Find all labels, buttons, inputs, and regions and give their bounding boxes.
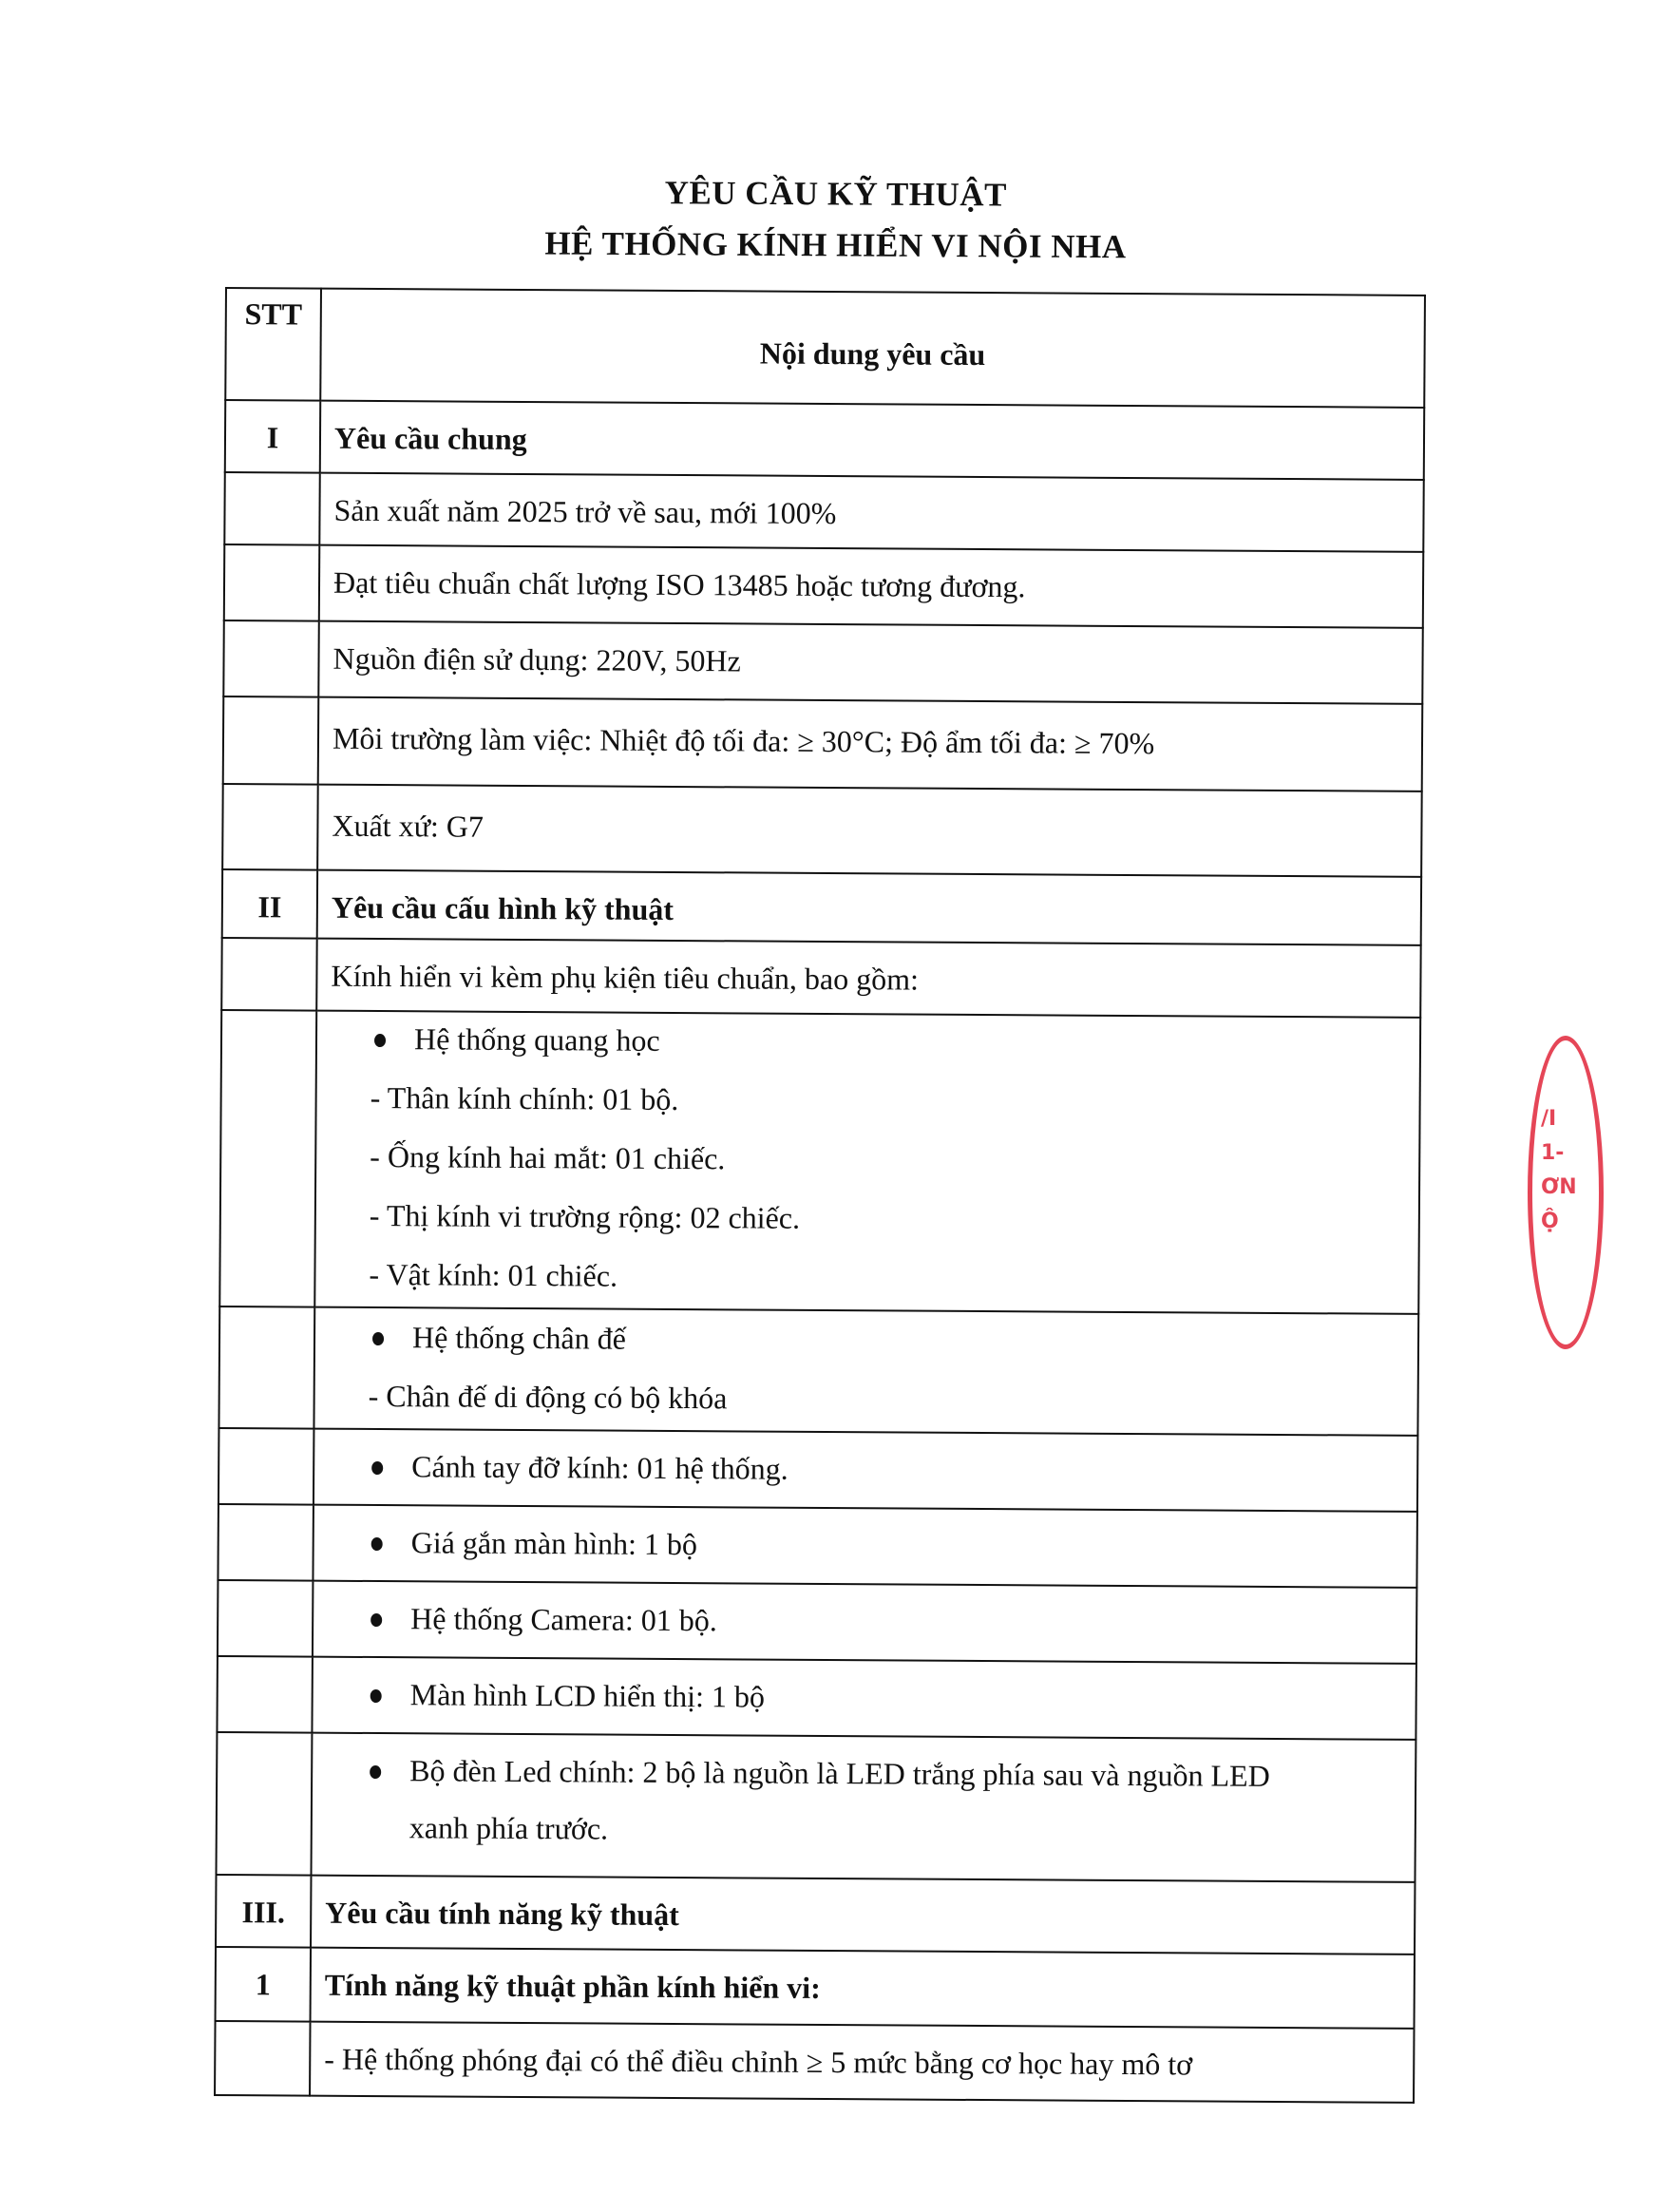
- empty-stt-cell: [223, 620, 319, 697]
- empty-stt-cell: [215, 2021, 310, 2096]
- empty-stt-cell: [224, 472, 319, 545]
- config-intro: Kính hiển vi kèm phụ kiện tiêu chuẩn, bao gồm:: [316, 939, 1420, 1018]
- section-row-III: [216, 1875, 1415, 1955]
- subsection-1-stt: 1: [216, 1947, 311, 2022]
- table-row: [218, 1306, 1418, 1436]
- base-system-bullet: [329, 1318, 1417, 1363]
- table-row: [217, 1732, 1416, 1882]
- requirements-table: [214, 287, 1426, 2104]
- base-item: - Chân đế di động có bộ khóa: [368, 1378, 728, 1416]
- empty-stt-cell: [221, 938, 316, 1011]
- empty-stt-cell: [218, 1504, 314, 1581]
- empty-stt-cell: [218, 1580, 314, 1657]
- table-row: [218, 1428, 1417, 1512]
- monitor-mount-item: Giá gắn màn hình: 1 bộ: [410, 1525, 698, 1562]
- section-III-stt: III.: [216, 1875, 311, 1948]
- general-req-environment: Môi trường làm việc: Nhiệt độ tối đa: ≥ 30°C; Độ ẩm tối đa: ≥ 70%: [318, 697, 1423, 791]
- config-bullet-cell: [314, 1429, 1417, 1512]
- section-I-title: Yêu cầu chung: [320, 401, 1424, 480]
- optical-system-label: Hệ thống quang học: [413, 1021, 660, 1058]
- optical-item: - Ống kính hai mắt: 01 chiếc.: [370, 1138, 726, 1176]
- title-line-1: YÊU CẦU KỸ THUẬT: [664, 174, 1008, 214]
- table-row: [222, 784, 1422, 877]
- section-II-stt: II: [222, 869, 317, 939]
- bullet-icon: [374, 1034, 386, 1047]
- optical-system-cell: [314, 1011, 1420, 1314]
- section-row-II: [222, 869, 1421, 945]
- stamp-fragment: 1-: [1541, 1141, 1565, 1165]
- bullet-icon: [370, 1613, 382, 1627]
- table-row: [215, 2021, 1414, 2103]
- section-row-I: [225, 400, 1424, 480]
- section-I-stt: I: [225, 400, 320, 473]
- table-row: [218, 1504, 1416, 1588]
- subsection-1-title: Tính năng kỹ thuật phần kính hiển vi:: [311, 1948, 1415, 2029]
- empty-stt-cell: [223, 696, 319, 785]
- table-row: [224, 472, 1423, 552]
- table-header-row: [225, 288, 1425, 408]
- led-cell: [311, 1733, 1416, 1882]
- bullet-icon: [372, 1332, 384, 1345]
- general-req-power: Nguồn điện sử dụng: 220V, 50Hz: [318, 621, 1422, 704]
- empty-stt-cell: [218, 1306, 314, 1429]
- bullet-icon: [371, 1537, 383, 1551]
- empty-stt-cell: [218, 1428, 314, 1505]
- bullet-icon: [371, 1461, 383, 1475]
- general-req-production-year: Sản xuất năm 2025 trở về sau, mới 100%: [319, 473, 1423, 552]
- bullet-icon: [370, 1765, 381, 1779]
- table-row: [221, 938, 1420, 1018]
- empty-stt-cell: [219, 1010, 316, 1307]
- table-row: [224, 544, 1423, 628]
- camera-item: Hệ thống Camera: 01 bộ.: [410, 1601, 717, 1638]
- red-seal-stamp-text: [1541, 1102, 1577, 1239]
- section-II-title: Yêu cầu cấu hình kỹ thuật: [317, 870, 1421, 945]
- stamp-fragment: Ộ: [1541, 1210, 1559, 1233]
- table-row: [217, 1656, 1416, 1740]
- document-title: [0, 163, 1672, 276]
- optical-system-bullet: [331, 1020, 1419, 1064]
- base-system-label: Hệ thống chân đế: [411, 1320, 626, 1356]
- config-bullet-cell: [312, 1657, 1416, 1740]
- subsection-row-1: [216, 1947, 1415, 2029]
- stamp-fragment: /I: [1541, 1107, 1557, 1131]
- config-bullet-cell: [313, 1505, 1416, 1588]
- section-III-title: Yêu cầu tính năng kỹ thuật: [311, 1876, 1415, 1955]
- empty-stt-cell: [222, 784, 318, 870]
- config-bullet-cell: [313, 1581, 1416, 1664]
- led-line-1: Bộ đèn Led chính: 2 bộ là nguồn là LED trắng phía sau và nguồn LED: [409, 1753, 1270, 1793]
- empty-stt-cell: [217, 1656, 313, 1733]
- stamp-fragment: ƠN: [1541, 1175, 1577, 1199]
- table-row: [218, 1580, 1416, 1664]
- table-row: [223, 696, 1423, 791]
- magnification-req: - Hệ thống phóng đại có thể điều chỉnh ≥ 5 mức bằng cơ học hay mô tơ: [310, 2022, 1414, 2103]
- title-line-2: HỆ THỐNG KÍNH HIỂN VI NỘI NHA: [544, 224, 1127, 266]
- header-stt: STT: [225, 288, 321, 401]
- lcd-item: Màn hình LCD hiển thị: 1 bộ: [409, 1677, 766, 1714]
- arm-item: Cánh tay đỡ kính: 01 hệ thống.: [411, 1449, 788, 1486]
- led-line-2: xanh phía trước.: [408, 1810, 609, 1846]
- table-row: [223, 620, 1422, 704]
- bullet-icon: [370, 1689, 382, 1703]
- empty-stt-cell: [224, 544, 320, 621]
- table-row: [219, 1010, 1420, 1314]
- header-content: Nội dung yêu cầu: [320, 289, 1425, 408]
- optical-item: - Thị kính vi trường rộng: 02 chiếc.: [369, 1197, 801, 1235]
- general-req-origin: Xuất xứ: G7: [317, 785, 1422, 877]
- empty-stt-cell: [217, 1732, 313, 1876]
- requirements-table-wrapper: [214, 287, 1426, 2104]
- base-system-cell: [314, 1307, 1418, 1436]
- general-req-iso: Đạt tiêu chuẩn chất lượng ISO 13485 hoặc tương đương.: [319, 545, 1423, 628]
- optical-item: - Vật kính: 01 chiếc.: [369, 1256, 618, 1293]
- optical-item: - Thân kính chính: 01 bộ.: [370, 1079, 679, 1117]
